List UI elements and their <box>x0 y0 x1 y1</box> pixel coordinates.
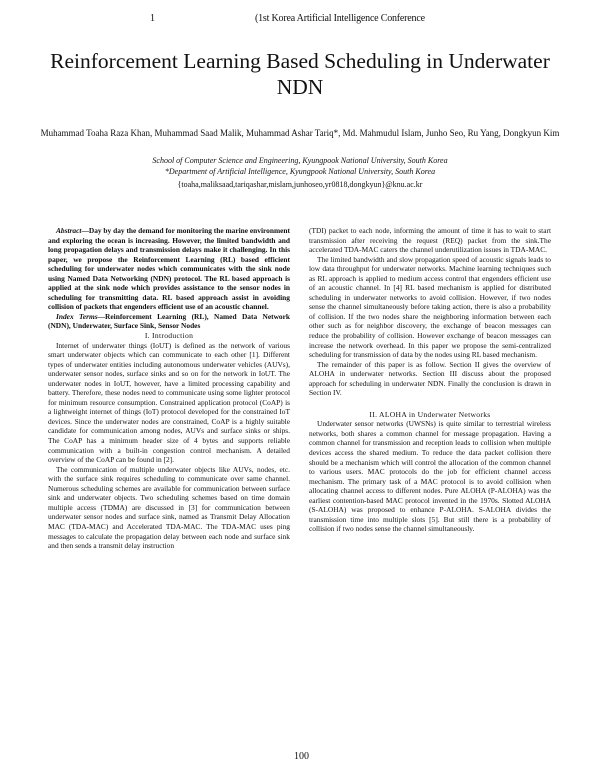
paragraph: The communication of multiple underwater objects like AUVs, nodes, etc. with the surface sink requires scheduling to communicate over same channel. Numerous scheduling schemes are available for communication between surface sink and underwater objects. Two scheduling schemes based on time domain multiple access (TDMA) are discussed in [3] for communication between underwater sensor nodes and surface sink, named as Transmit Delay Allocation MAC (TDA-MAC) and Accelerated TDA-MAC. The TDA-MAC uses ping messages to calculate the propagation delay between each node and surface sink and then sends a transmit delay instruction <box>48 464 290 551</box>
abstract-label: Abstract <box>56 226 82 235</box>
section-heading-introduction: I. Introduction <box>144 331 194 341</box>
paragraph: The remainder of this paper is as follow. Section II gives the overview of ALOHA in underwater networks. Section III discuss about the proposed approach for scheduling in underwater NDN. Finally the conclusion is drawn in Section IV. <box>309 359 551 398</box>
abstract-text: —Day by day the demand for monitoring the marine environment and exploring the ocean is increasing. However, the limited bandwidth and long propagation delays and transmission delays make it challenging. In this paper, we propose the Reinforcement Learning (RL) based efficient scheduling for underwater nodes which communicates with the sink node using Named Data Networking (NDN) protocol. The RL based approach is applied at the sink node which provides assistance to the sensor nodes in scheduling for transmitting data. RL based approach assist in avoiding collision of packets that engenders efficient use of an acoustic channel. <box>48 226 290 312</box>
right-column <box>309 226 551 534</box>
left-column <box>48 226 290 551</box>
section-heading-aloha: II. ALOHA in Underwater Networks <box>369 409 491 419</box>
conference-header: (1st Korea Artificial Intelligence Conference <box>255 13 425 24</box>
page-number: 1 <box>150 13 155 24</box>
author-emails: {toaha,maliksaad,tariqashar,mislam,junhoseo,yr0818,dongkyun}@knu.ac.kr <box>177 180 423 189</box>
affiliation-2: *Department of Artificial Intelligence, Kyungpook National University, South Korea <box>164 167 436 176</box>
affiliation-1: School of Computer Science and Engineering, Kyungpook National University, South Korea <box>152 156 448 165</box>
affiliations <box>20 155 580 177</box>
paper-title: Reinforcement Learning Based Scheduling in Underwater NDN <box>50 49 550 99</box>
page-footer-number: 100 <box>294 751 309 762</box>
paragraph: The limited bandwidth and slow propagation speed of acoustic signals leads to low data throughput for underwater networks. Machine learning techniques such as RL approach is applied to medium access control that engenders efficient use of an acoustic channel. In [4] RL based mechanism is applied for distributed scheduling in underwater networks to avoid collision. However, if two nodes sense the channel simultaneously before taking action, there is also a probability of collision. If the two nodes share the neighboring information between each other such as for neighbor discovery, the exchange of beacon messages can reduce the probability of collision. However exchange of beacon messages can increase the network overhead. In this paper we propose the semi-centralized scheduling for transmission of data by the nodes using RL based mechanism. <box>309 254 551 360</box>
abstract <box>48 226 290 312</box>
paragraph: (TDI) packet to each node, informing the amount of time it has to wait to start transmission after receiving the request (REQ) packet from the sink.The accelerated TDA-MAC caters the channel underutilization issues in TDA-MAC. <box>309 226 551 255</box>
paragraph: Underwater sensor networks (UWSNs) is quite similar to terrestrial wireless networks, both shares a common channel for message propagation. Having a common channel for transmission and reception leads to collision when multiple devices access the shared medium. To reduce the data packet collision there should be a mechanism which will control the allocation of the common channel to various users. MAC protocols do the job for efficient channel access mechanism. The primary task of a MAC protocol is to avoid collision when allocating channel access to different nodes. Pure ALOHA (P-ALOHA) was the earliest contention-based MAC protocol invented in the 1970s. Slotted ALOHA (S-ALOHA) was proposed to enhance P-ALOHA. S-ALOHA divides the transmission time into multiple slots [5]. But still there is a probability of collision if two nodes sense the channel simultaneously. <box>309 419 551 534</box>
paragraph: Internet of underwater things (IoUT) is defined as the network of various smart underwater objects which can communicate to each other [1]. Different types of underwater entities including autonomous underwater vehicles (AUVs), underwater sensor nodes, surface sinks and so on for the network in IoUT. The underwater nodes in IoUT, however, have a limited processing capability and battery. Therefore, these nodes need to communicate using some lighter protocol for minimum resource consumption. Constrained application protocol (CoAP) is a lightweight internet of things (IoT) protocol developed for the constrained IoT devices. Since the underwater nodes are constrained, CoAP is a highly suitable candidate for communication among nodes, AUVs and surface sinks or ships. The CoAP has a minimum header size of 4 bytes and supports reliable communication with a built-in congestion control mechanism. A detailed overview of the CoAP can be found in [2]. <box>48 340 290 465</box>
author-list: Muhammad Toaha Raza Khan, Muhammad Saad Malik, Muhammad Ashar Tariq*, Md. Mahmudul Islam, Junho Seo, Ru Yang, Dongkyun Kim <box>40 128 560 138</box>
index-terms-text: —Reinforcement Learning (RL), Named Data Network (NDN), Underwater, Surface Sink, Sensor Nodes <box>48 311 291 331</box>
index-terms-label: Index Terms <box>56 311 98 321</box>
index-terms <box>48 312 290 331</box>
